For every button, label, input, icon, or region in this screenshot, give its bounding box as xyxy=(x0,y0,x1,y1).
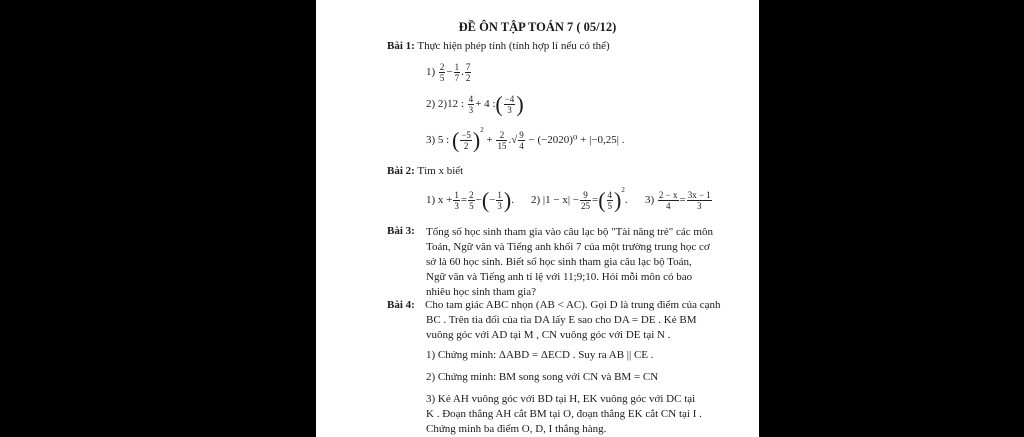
bai1-expr-2: 2) 2)12 : $\frac{4}{3}$ + 4 :( $\frac{-4}{3}$ ) xyxy=(426,91,524,117)
item-number: 1) xyxy=(426,66,436,79)
bai4-line2: BC . Trên tia đối của tia DA lấy E sao cho DA = DE . Kẻ BM xyxy=(426,314,697,326)
bai1-text: Thực hiện phép tính (tính hợp lí nếu có thể) xyxy=(417,40,610,52)
bai3-line: nhiêu học sinh tham gia? xyxy=(426,286,536,298)
bai3-label: Bài 3: xyxy=(387,225,415,237)
bai2-expr-1: 1) x + $\frac{1}{3}$ = $\frac{2}{5}$ −(− $\frac{1}{3}$ ). xyxy=(426,187,514,213)
bai4-q3b: K . Đoạn thẳng AH cắt BM tại O, đoạn thẳng EK cắt CN tại I . xyxy=(426,408,702,420)
bai1-label: Bài 1: xyxy=(387,40,415,52)
bai1-expr-1: 1) $\frac{2}{5}$ − $\frac{1}{7}$ . $\frac{7}{2}$ xyxy=(426,62,471,83)
bai4-line3: vuông góc với AD tại M , CN vuông góc với DE tại N . xyxy=(426,329,671,341)
bai4-q2: 2) Chứng minh: BM song song với CN và BM = CN xyxy=(426,371,659,383)
bai3-body xyxy=(426,225,724,300)
bai3-line: Toán, Ngữ văn và Tiếng anh khối 7 của một trường trung học cơ xyxy=(426,241,710,253)
bai1-heading xyxy=(387,40,610,52)
bai2-text: Tìm x biết xyxy=(417,165,464,177)
item-number: 3) xyxy=(645,194,655,207)
item-number: 3) 5 : xyxy=(426,134,450,147)
item-number: 2) 2)12 : xyxy=(426,98,464,111)
bai4-line1: Cho tam giác ABC nhọn (AB < AC). Gọi D là trung điểm của cạnh xyxy=(425,299,721,311)
bai3-line: sở là 60 học sinh. Biết số học sinh tham gia câu lạc bộ Toán, xyxy=(426,256,692,268)
bai4-q3a: 3) Kẻ AH vuông góc với BD tại H, EK vuông góc với DC tại xyxy=(426,393,696,405)
bai1-expr-3: 3) 5 : ( $\frac{-5}{2}$ )$^2$ + $\frac{2}{15}$ .√ $\frac{9}{4}$ − (−2020)⁰ + |−0,25| . xyxy=(426,126,625,153)
bai2-expr-3: 3) $\frac{2 - x}{4}$ = $\frac{3x - 1}{3}$ xyxy=(645,190,711,211)
bai3-line: Tổng số học sinh tham gia vào câu lạc bộ "Tài năng trẻ" các môn xyxy=(426,226,713,238)
bai4-q1: 1) Chứng minh: ΔABD = ΔECD . Suy ra AB || CE . xyxy=(426,349,654,361)
item-number: 1) x + xyxy=(426,194,453,207)
page-title: ĐỀ ÔN TẬP TOÁN 7 ( 05/12) xyxy=(458,20,617,34)
bai4-label: Bài 4: xyxy=(387,299,415,311)
bai2-label: Bài 2: xyxy=(387,165,415,177)
bai2-expr-2: 2) |1 − x| − $\frac{9}{25}$ =( $\frac{4}{5}$ )$^2$. xyxy=(531,186,628,213)
item-number: 2) |1 − x| − xyxy=(531,194,579,207)
document-page xyxy=(316,0,759,437)
bai4-q3c: Chứng minh ba điểm O, D, I thẳng hàng. xyxy=(426,423,607,435)
bai3-line: Ngữ văn và Tiếng anh tỉ lệ với 11;9;10. Hỏi mỗi môn có bao xyxy=(426,271,693,283)
expr-tail: − (−2020)⁰ + |−0,25| . xyxy=(528,134,625,147)
bai2-heading xyxy=(387,165,463,177)
